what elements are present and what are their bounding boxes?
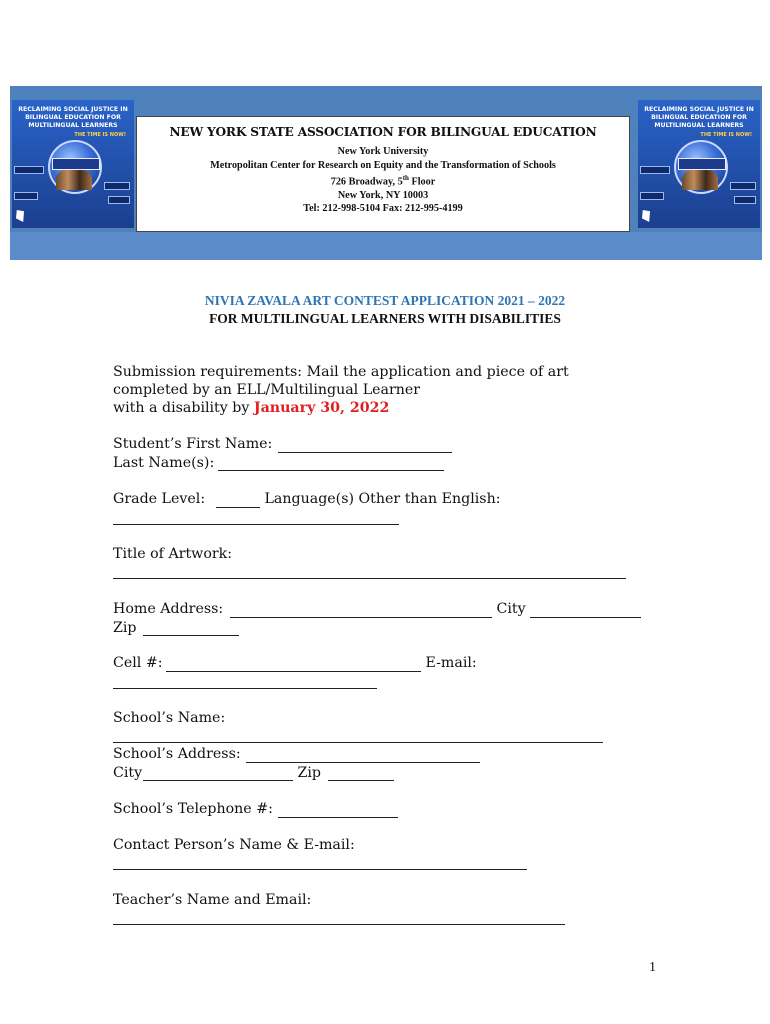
logo-tag: [640, 192, 664, 200]
logo-tag: [640, 166, 670, 174]
email-label: E-mail:: [421, 655, 477, 671]
faces-illustration: [56, 170, 92, 190]
email-field[interactable]: [113, 688, 377, 689]
artwork-title-field[interactable]: [113, 578, 626, 579]
address-line: New York, NY 10003: [337, 189, 429, 201]
last-name-label: Last Name(s):: [113, 455, 219, 471]
teacher-label: Teacher’s Name and Email:: [113, 892, 312, 908]
banner-ribbon-icon: [52, 158, 100, 170]
ny-state-icon: [16, 210, 24, 222]
home-address-label: Home Address:: [113, 601, 228, 617]
application-subtitle: FOR MULTILINGUAL LEARNERS WITH DISABILITIES: [209, 311, 561, 326]
faces-illustration: [682, 170, 718, 190]
requirements-text: with a disability by: [113, 400, 254, 416]
address-floor: Floor: [408, 176, 436, 188]
banner-ribbon-icon: [678, 158, 726, 170]
logo-tag: [734, 196, 756, 204]
address-line: [137, 172, 629, 189]
zip-label: Zip: [113, 620, 141, 636]
school-phone-field[interactable]: [278, 817, 398, 818]
last-name-field[interactable]: [218, 470, 444, 471]
school-name-field[interactable]: [113, 742, 603, 743]
grade-level-label: Grade Level:: [113, 491, 210, 507]
conference-logo-left: [12, 100, 134, 228]
organization-name: NEW YORK STATE ASSOCIATION FOR BILINGUAL EDUCATION: [169, 125, 597, 139]
logo-tagline: THE TIME IS NOW!: [74, 132, 126, 138]
logo-tag: [104, 182, 130, 190]
conference-logo-right: [638, 100, 760, 228]
address-line: Tel: 212-998-5104 Fax: 212-995-4199: [303, 203, 463, 215]
requirements-line: completed by an ELL/Multilingual Learner: [113, 382, 421, 398]
home-address-field[interactable]: [230, 617, 492, 618]
school-address-field[interactable]: [246, 762, 480, 763]
school-address-label: School’s Address:: [113, 746, 246, 762]
school-city-label: City: [113, 765, 143, 781]
page-number: 1: [649, 960, 656, 975]
zip-field[interactable]: [143, 635, 239, 636]
address-line: Metropolitan Center for Research on Equity and the Transformation of Schools: [210, 159, 556, 171]
first-name-field[interactable]: [278, 452, 452, 453]
school-city-field[interactable]: [143, 780, 293, 781]
cell-field[interactable]: [166, 671, 421, 672]
school-zip-label: Zip: [293, 765, 326, 781]
artwork-title-label: Title of Artwork:: [113, 546, 233, 562]
application-title: NIVIA ZAVALA ART CONTEST APPLICATION 2021 – 2022: [204, 293, 566, 308]
logo-tagline: THE TIME IS NOW!: [700, 132, 752, 138]
address-street: 726 Broadway, 5: [330, 176, 403, 188]
school-phone-label: School’s Telephone #:: [113, 801, 278, 817]
contact-person-label: Contact Person’s Name & E-mail:: [113, 837, 355, 853]
organization-address: [137, 145, 629, 216]
logo-text: RECLAIMING SOCIAL JUSTICE IN BILINGUAL EDUCATION FOR MULTILINGUAL LEARNERS: [18, 106, 128, 129]
teacher-field[interactable]: [113, 924, 565, 925]
school-name-label: School’s Name:: [113, 710, 226, 726]
organization-box: [136, 116, 630, 232]
contact-person-field[interactable]: [113, 869, 527, 870]
logo-text: RECLAIMING SOCIAL JUSTICE IN BILINGUAL EDUCATION FOR MULTILINGUAL LEARNERS: [644, 106, 754, 129]
logo-tag: [14, 192, 38, 200]
first-name-label: Student’s First Name:: [113, 436, 277, 452]
deadline-date: January 30, 2022: [253, 400, 390, 416]
requirements-line: [113, 400, 389, 416]
cell-label: Cell #:: [113, 655, 168, 671]
grade-level-field[interactable]: [216, 507, 260, 508]
city-field[interactable]: [530, 617, 641, 618]
languages-label: Language(s) Other than English:: [260, 491, 501, 507]
city-label: City: [492, 601, 526, 617]
school-zip-field[interactable]: [328, 780, 394, 781]
requirements-line: Submission requirements: Mail the application and piece of art: [113, 364, 569, 380]
address-ordinal: th: [402, 174, 409, 182]
languages-field[interactable]: [113, 524, 399, 525]
address-line: New York University: [337, 146, 429, 157]
logo-tag: [730, 182, 756, 190]
logo-tag: [14, 166, 44, 174]
header-banner-strip: [10, 232, 762, 260]
logo-tag: [108, 196, 130, 204]
ny-state-icon: [642, 210, 650, 222]
